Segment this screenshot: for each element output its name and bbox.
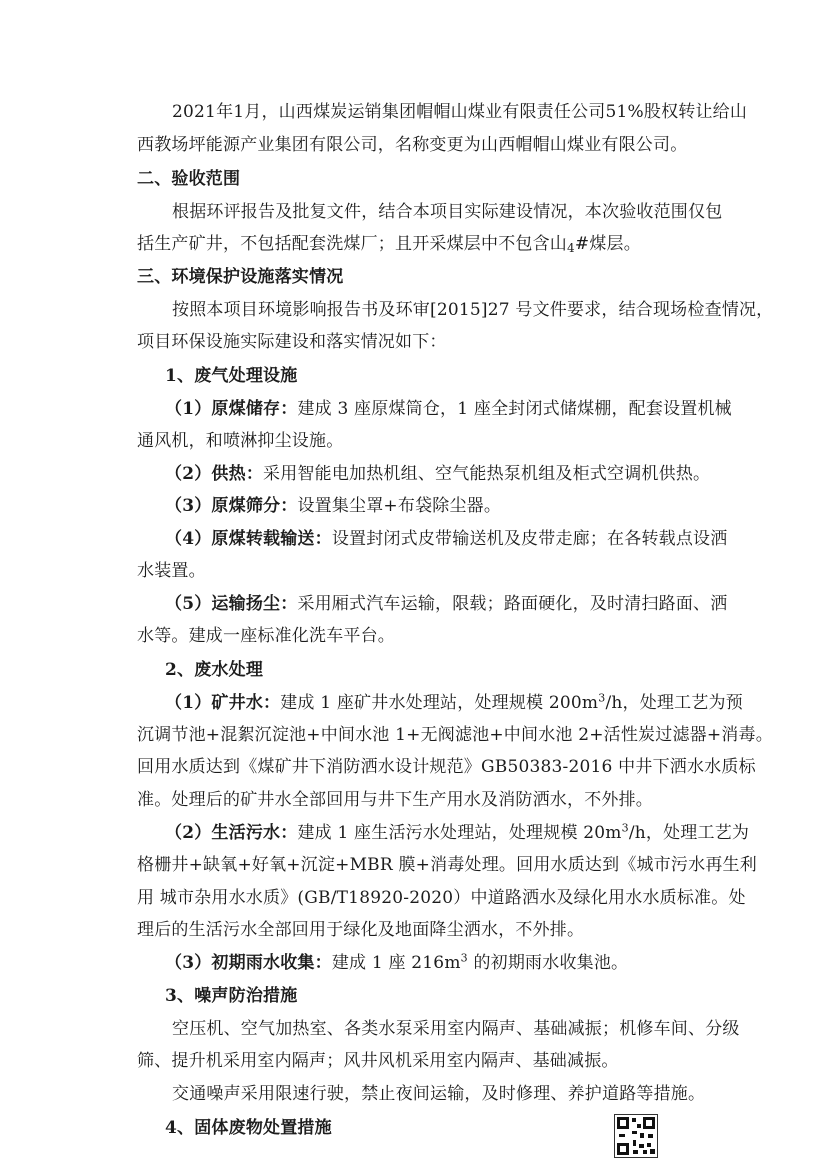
text-span: 采用智能电加热机组、空气能热泵机组及柜式空调机供热。 [263, 464, 711, 484]
paragraph-line: 沉调节池+混絮沉淀池+中间水池 1+无阀滤池+中间水池 2+活性炭过滤器+消毒。 [137, 725, 773, 745]
item-label: （2）供热： [165, 464, 264, 484]
paragraph-line: 回用水质达到《煤矿井下消防洒水设计规范》GB50383-2016 中井下洒水水质标 [137, 757, 756, 777]
paragraph-line [165, 951, 628, 975]
text-span: 采用厢式汽车运输，限载；路面硬化，及时清扫路面、洒 [297, 594, 728, 614]
item-label: （1）原煤储存： [165, 399, 298, 419]
text-span: 的初期雨水收集池。 [467, 953, 629, 973]
paragraph-line: 通风机，和喷淋抑尘设施。 [137, 431, 344, 451]
paragraph-line [165, 494, 501, 518]
item-label: （2）生活污水： [165, 823, 298, 843]
paragraph-line: 西教场坪能源产业集团有限公司，名称变更为山西帽帽山煤业有限公司。 [137, 135, 688, 155]
text-span: /h，处理工艺为预 [605, 693, 743, 713]
item-label: （3）原煤筛分： [165, 496, 298, 516]
paragraph-line: 用 城市杂用水水质》(GB/T18920-2020）中道路洒水及绿化用水水质标准。处 [137, 888, 746, 908]
text-span: #煤层。 [574, 234, 641, 254]
text-span: 建成 1 座生活污水处理站，处理规模 20m [297, 823, 622, 843]
subheading-gas: 1、废气处理设施 [165, 366, 298, 386]
text-span: 设置封闭式皮带输送机及皮带走廊；在各转载点设洒 [331, 529, 728, 549]
paragraph-line: 按照本项目环境影响报告书及环审[2015]27 号文件要求，结合现场检查情况， [172, 300, 774, 320]
paragraph-line: 筛、提升机采用室内隔声；风井风机采用室内隔声、基础减振。 [137, 1051, 619, 1071]
paragraph-line [165, 527, 727, 551]
paragraph-line [165, 691, 743, 715]
section-heading-env: 三、环境保护设施落实情况 [137, 267, 344, 287]
paragraph-line: 水装置。 [137, 561, 206, 581]
paragraph-line: 空压机、空气加热室、各类水泵采用室内隔声、基础减振；机修车间、分级 [172, 1019, 740, 1039]
subscript-text: 4 [567, 241, 575, 255]
paragraph-line: 准。处理后的矿井水全部回用与井下生产用水及消防洒水，不外排。 [137, 790, 653, 810]
superscript-text: 3 [621, 821, 629, 835]
subheading-solid-waste: 4、固体废物处置措施 [165, 1118, 332, 1138]
item-label: （4）原煤转载输送： [165, 529, 332, 549]
text-span: 括生产矿井，不包括配套洗煤厂；且开采煤层中不包含山 [137, 234, 567, 254]
qr-code-icon [614, 1114, 658, 1158]
paragraph-line: 理后的生活污水全部回用于绿化及地面降尘洒水，不外排。 [137, 920, 585, 940]
paragraph-line: 项目环保设施实际建设和落实情况如下： [137, 332, 447, 352]
paragraph-line: 2021年1月，山西煤炭运销集团帽帽山煤业有限责任公司51%股权转让给山 [172, 102, 748, 122]
text-span: 建成 1 座 216m [331, 953, 461, 973]
paragraph-line [137, 232, 641, 257]
superscript-text: 3 [598, 691, 606, 705]
item-label: （3）初期雨水收集： [165, 953, 332, 973]
paragraph-line: 交通噪声采用限速行驶，禁止夜间运输，及时修理、养护道路等措施。 [172, 1084, 706, 1104]
text-span: 建成 3 座原煤筒仓，1 座全封闭式储煤棚，配套设置机械 [297, 399, 732, 419]
text-span: 设置集尘罩+布袋除尘器。 [297, 496, 502, 516]
subheading-water: 2、废水处理 [165, 660, 264, 680]
paragraph-line: 格栅井+缺氧+好氧+沉淀+MBR 膜+消毒处理。回用水质达到《城市污水再生利 [137, 855, 757, 875]
subheading-noise: 3、噪声防治措施 [165, 986, 298, 1006]
superscript-text: 3 [460, 951, 468, 965]
paragraph-line: 水等。建成一座标准化洗车平台。 [137, 626, 395, 646]
section-heading-scope: 二、验收范围 [137, 169, 241, 189]
text-span: 建成 1 座矿井水处理站，处理规模 200m [280, 693, 599, 713]
paragraph-line [165, 592, 727, 616]
paragraph-line [165, 821, 749, 845]
paragraph-line [165, 397, 732, 421]
item-label: （5）运输扬尘： [165, 594, 298, 614]
paragraph-line: 根据环评报告及批复文件，结合本项目实际建设情况，本次验收范围仅包 [172, 202, 723, 222]
item-label: （1）矿井水： [165, 693, 281, 713]
text-span: /h，处理工艺为 [628, 823, 750, 843]
paragraph-line [165, 462, 710, 486]
